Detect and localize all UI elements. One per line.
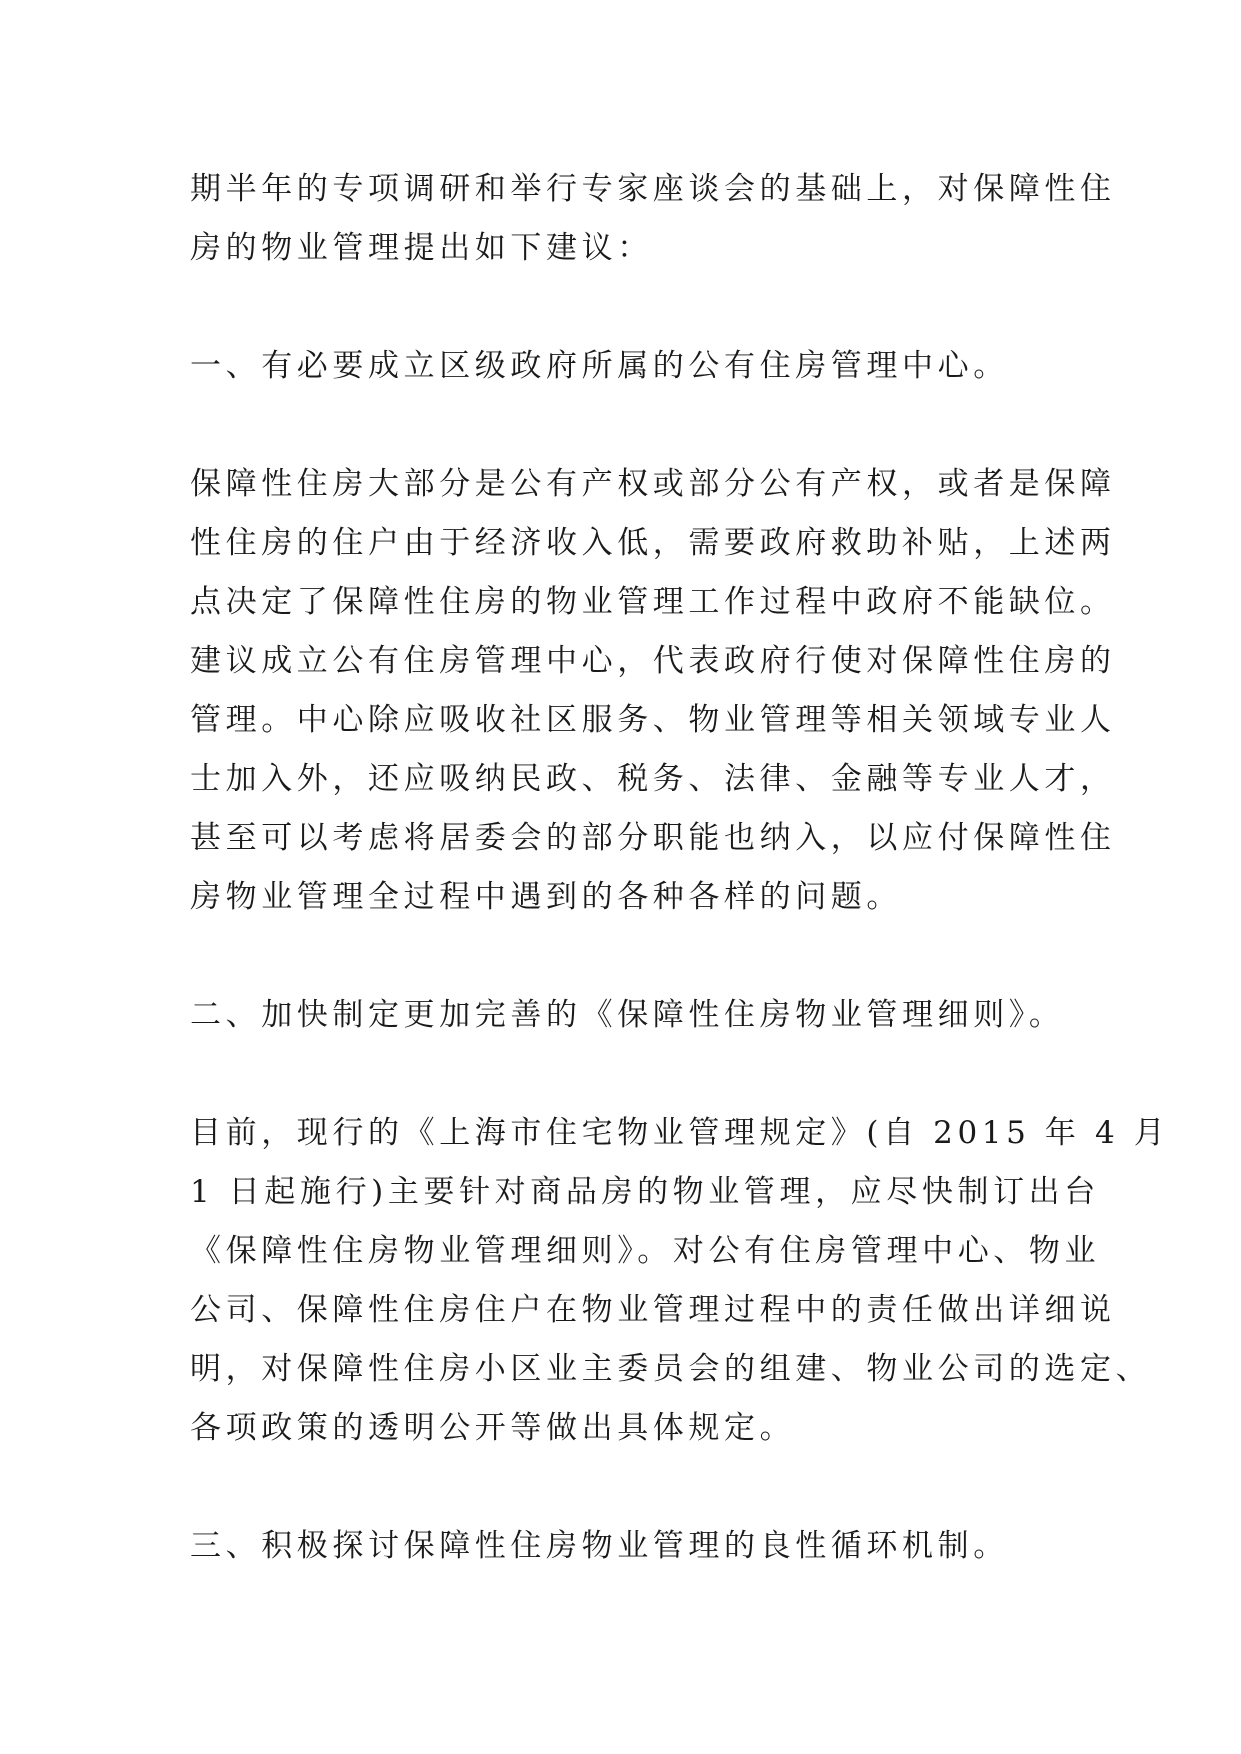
intro-line: 房的物业管理提出如下建议：	[190, 230, 653, 266]
paragraph-line: 房物业管理全过程中遇到的各种各样的问题。	[190, 879, 902, 915]
paragraph-gap	[190, 1458, 1050, 1517]
paragraph-line: 建议成立公有住房管理中心，代表政府行使对保障性住房的	[190, 643, 1116, 679]
section-heading: 三、积极探讨保障性住房物业管理的良性循环机制。	[190, 1528, 1009, 1564]
intro-line: 期半年的专项调研和举行专家座谈会的基础上，对保障性住	[190, 171, 1116, 207]
paragraph-line: 管理。中心除应吸收社区服务、物业管理等相关领域专业人	[190, 702, 1116, 738]
paragraph-line: 各项政策的透明公开等做出具体规定。	[190, 1410, 796, 1446]
section-heading: 一、有必要成立区级政府所属的公有住房管理中心。	[190, 348, 1009, 384]
paragraph-line: 1 日起施行)主要针对商品房的物业管理，应尽快制订出台	[190, 1174, 1100, 1210]
paragraph-gap	[190, 927, 1050, 986]
paragraph-line: 明，对保障性住房小区业主委员会的组建、物业公司的选定、	[190, 1351, 1152, 1387]
section-heading: 二、加快制定更加完善的《保障性住房物业管理细则》。	[190, 997, 1065, 1033]
paragraph-gap	[190, 278, 1050, 337]
paragraph-gap	[190, 396, 1050, 455]
paragraph-line: 《保障性住房物业管理细则》。对公有住房管理中心、物业	[190, 1233, 1101, 1269]
paragraph-gap	[190, 1045, 1050, 1104]
paragraph-line: 点决定了保障性住房的物业管理工作过程中政府不能缺位。	[190, 584, 1116, 620]
paragraph-line: 目前，现行的《上海市住宅物业管理规定》(自 2015 年 4 月	[190, 1115, 1170, 1151]
paragraph-line: 性住房的住户由于经济收入低，需要政府救助补贴，上述两	[190, 525, 1116, 561]
document-body	[190, 160, 1170, 1576]
paragraph-line: 公司、保障性住房住户在物业管理过程中的责任做出详细说	[190, 1292, 1116, 1328]
paragraph-line: 保障性住房大部分是公有产权或部分公有产权，或者是保障	[190, 466, 1116, 502]
paragraph-line: 甚至可以考虑将居委会的部分职能也纳入，以应付保障性住	[190, 820, 1116, 856]
paragraph-line: 士加入外，还应吸纳民政、税务、法律、金融等专业人才，	[190, 761, 1116, 797]
